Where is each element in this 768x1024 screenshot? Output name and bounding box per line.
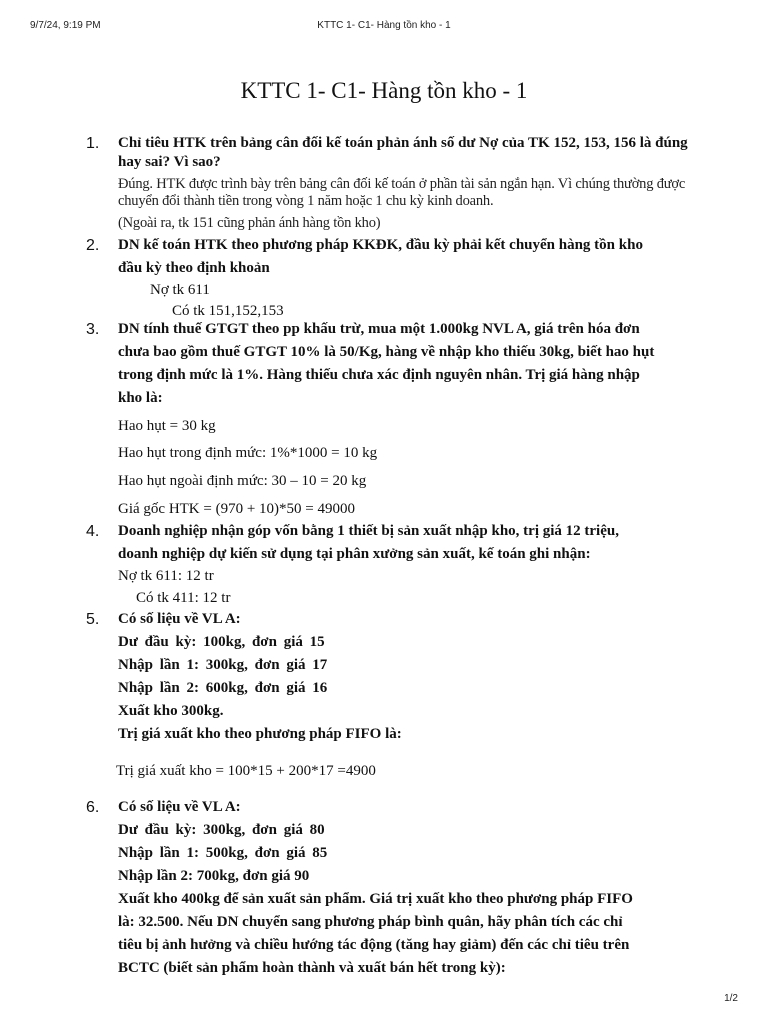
answer-text: Nợ tk 611: 12 tr <box>118 568 214 584</box>
answer-text: (Ngoài ra, tk 151 cũng phản ánh hàng tồn kho) <box>118 215 381 231</box>
answer-text: Nợ tk 611 <box>150 282 210 298</box>
answer-text: Giá gốc HTK = (970 + 10)*50 = 49000 <box>118 501 356 517</box>
question-text: Dư đầu kỳ: 300kg, đơn giá 80 <box>118 822 325 838</box>
answer-text: Trị giá xuất kho = 100*15 + 200*17 =4900 <box>116 763 376 779</box>
answer-text: Hao hụt = 30 kg <box>118 418 216 434</box>
print-datetime: 9/7/24, 9:19 PM <box>30 20 101 31</box>
question-text: Có số liệu về VL A: <box>118 611 241 627</box>
answer-text: Có tk 411: 12 tr <box>136 590 231 606</box>
print-header-title: KTTC 1- C1- Hàng tồn kho - 1 <box>317 20 451 31</box>
question-text: Xuất kho 400kg để sản xuất sản phẩm. Giá trị xuất kho theo phương pháp FIFO <box>118 891 633 907</box>
question-text: Doanh nghiệp nhận góp vốn bằng 1 thiết bị sản xuất nhập kho, trị giá 12 triệu, <box>118 523 619 539</box>
question-text: Chỉ tiêu HTK trên bảng cân đối kế toán phản ánh số dư Nợ của TK 152, 153, 156 là đúng <box>118 135 688 151</box>
question-number: 2. <box>86 237 100 254</box>
question-text: Nhập lần 1: 300kg, đơn giá 17 <box>118 657 328 673</box>
question-text: doanh nghiệp dự kiến sử dụng tại phân xưởng sản xuất, kế toán ghi nhận: <box>118 546 591 562</box>
page-title: KTTC 1- C1- Hàng tồn kho - 1 <box>240 78 528 103</box>
question-text: trong định mức là 1%. Hàng thiếu chưa xác định nguyên nhân. Trị giá hàng nhập <box>118 367 640 383</box>
question-text: DN kế toán HTK theo phương pháp KKĐK, đầu kỳ phải kết chuyển hàng tồn kho <box>118 237 643 253</box>
question-text: Nhập lần 2: 600kg, đơn giá 16 <box>118 680 328 696</box>
question-text: Nhập lần 1: 500kg, đơn giá 85 <box>118 845 328 861</box>
page-number: 1/2 <box>724 993 738 1004</box>
answer-text: Có tk 151,152,153 <box>172 303 284 319</box>
answer-text: Hao hụt ngoài định mức: 30 – 10 = 20 kg <box>118 473 367 489</box>
question-number: 1. <box>86 135 100 152</box>
question-text: hay sai? Vì sao? <box>118 154 221 170</box>
question-text: Có số liệu về VL A: <box>118 799 241 815</box>
question-text: Nhập lần 2: 700kg, đơn giá 90 <box>118 868 310 884</box>
question-text: đầu kỳ theo định khoản <box>118 260 270 276</box>
question-number: 3. <box>86 321 100 338</box>
question-text: Trị giá xuất kho theo phương pháp FIFO là: <box>118 726 402 742</box>
answer-text: Đúng. HTK được trình bày trên bảng cân đối kế toán ở phần tài sản ngắn hạn. Vì chúng thường được <box>118 176 686 192</box>
question-text: là: 32.500. Nếu DN chuyển sang phương pháp bình quân, hãy phân tích các chỉ <box>118 914 623 930</box>
question-text: Dư đầu kỳ: 100kg, đơn giá 15 <box>118 634 325 650</box>
question-text: chưa bao gồm thuế GTGT 10% là 50/Kg, hàng về nhập kho thiếu 30kg, biết hao hụt <box>118 344 655 360</box>
answer-text: Hao hụt trong định mức: 1%*1000 = 10 kg <box>118 445 378 461</box>
question-text: Xuất kho 300kg. <box>118 703 224 719</box>
question-text: kho là: <box>118 390 163 406</box>
question-number: 4. <box>86 523 100 540</box>
question-text: DN tính thuế GTGT theo pp khấu trừ, mua một 1.000kg NVL A, giá trên hóa đơn <box>118 321 640 337</box>
answer-text: chuyển đổi thành tiền trong vòng 1 năm hoặc 1 chu kỳ kinh doanh. <box>118 193 494 209</box>
question-text: BCTC (biết sản phẩm hoàn thành và xuất bán hết trong kỳ): <box>118 960 506 976</box>
question-number: 5. <box>86 611 100 628</box>
question-number: 6. <box>86 799 100 816</box>
question-text: tiêu bị ảnh hưởng và chiều hướng tác động (tăng hay giảm) đến các chỉ tiêu trên <box>118 937 630 953</box>
